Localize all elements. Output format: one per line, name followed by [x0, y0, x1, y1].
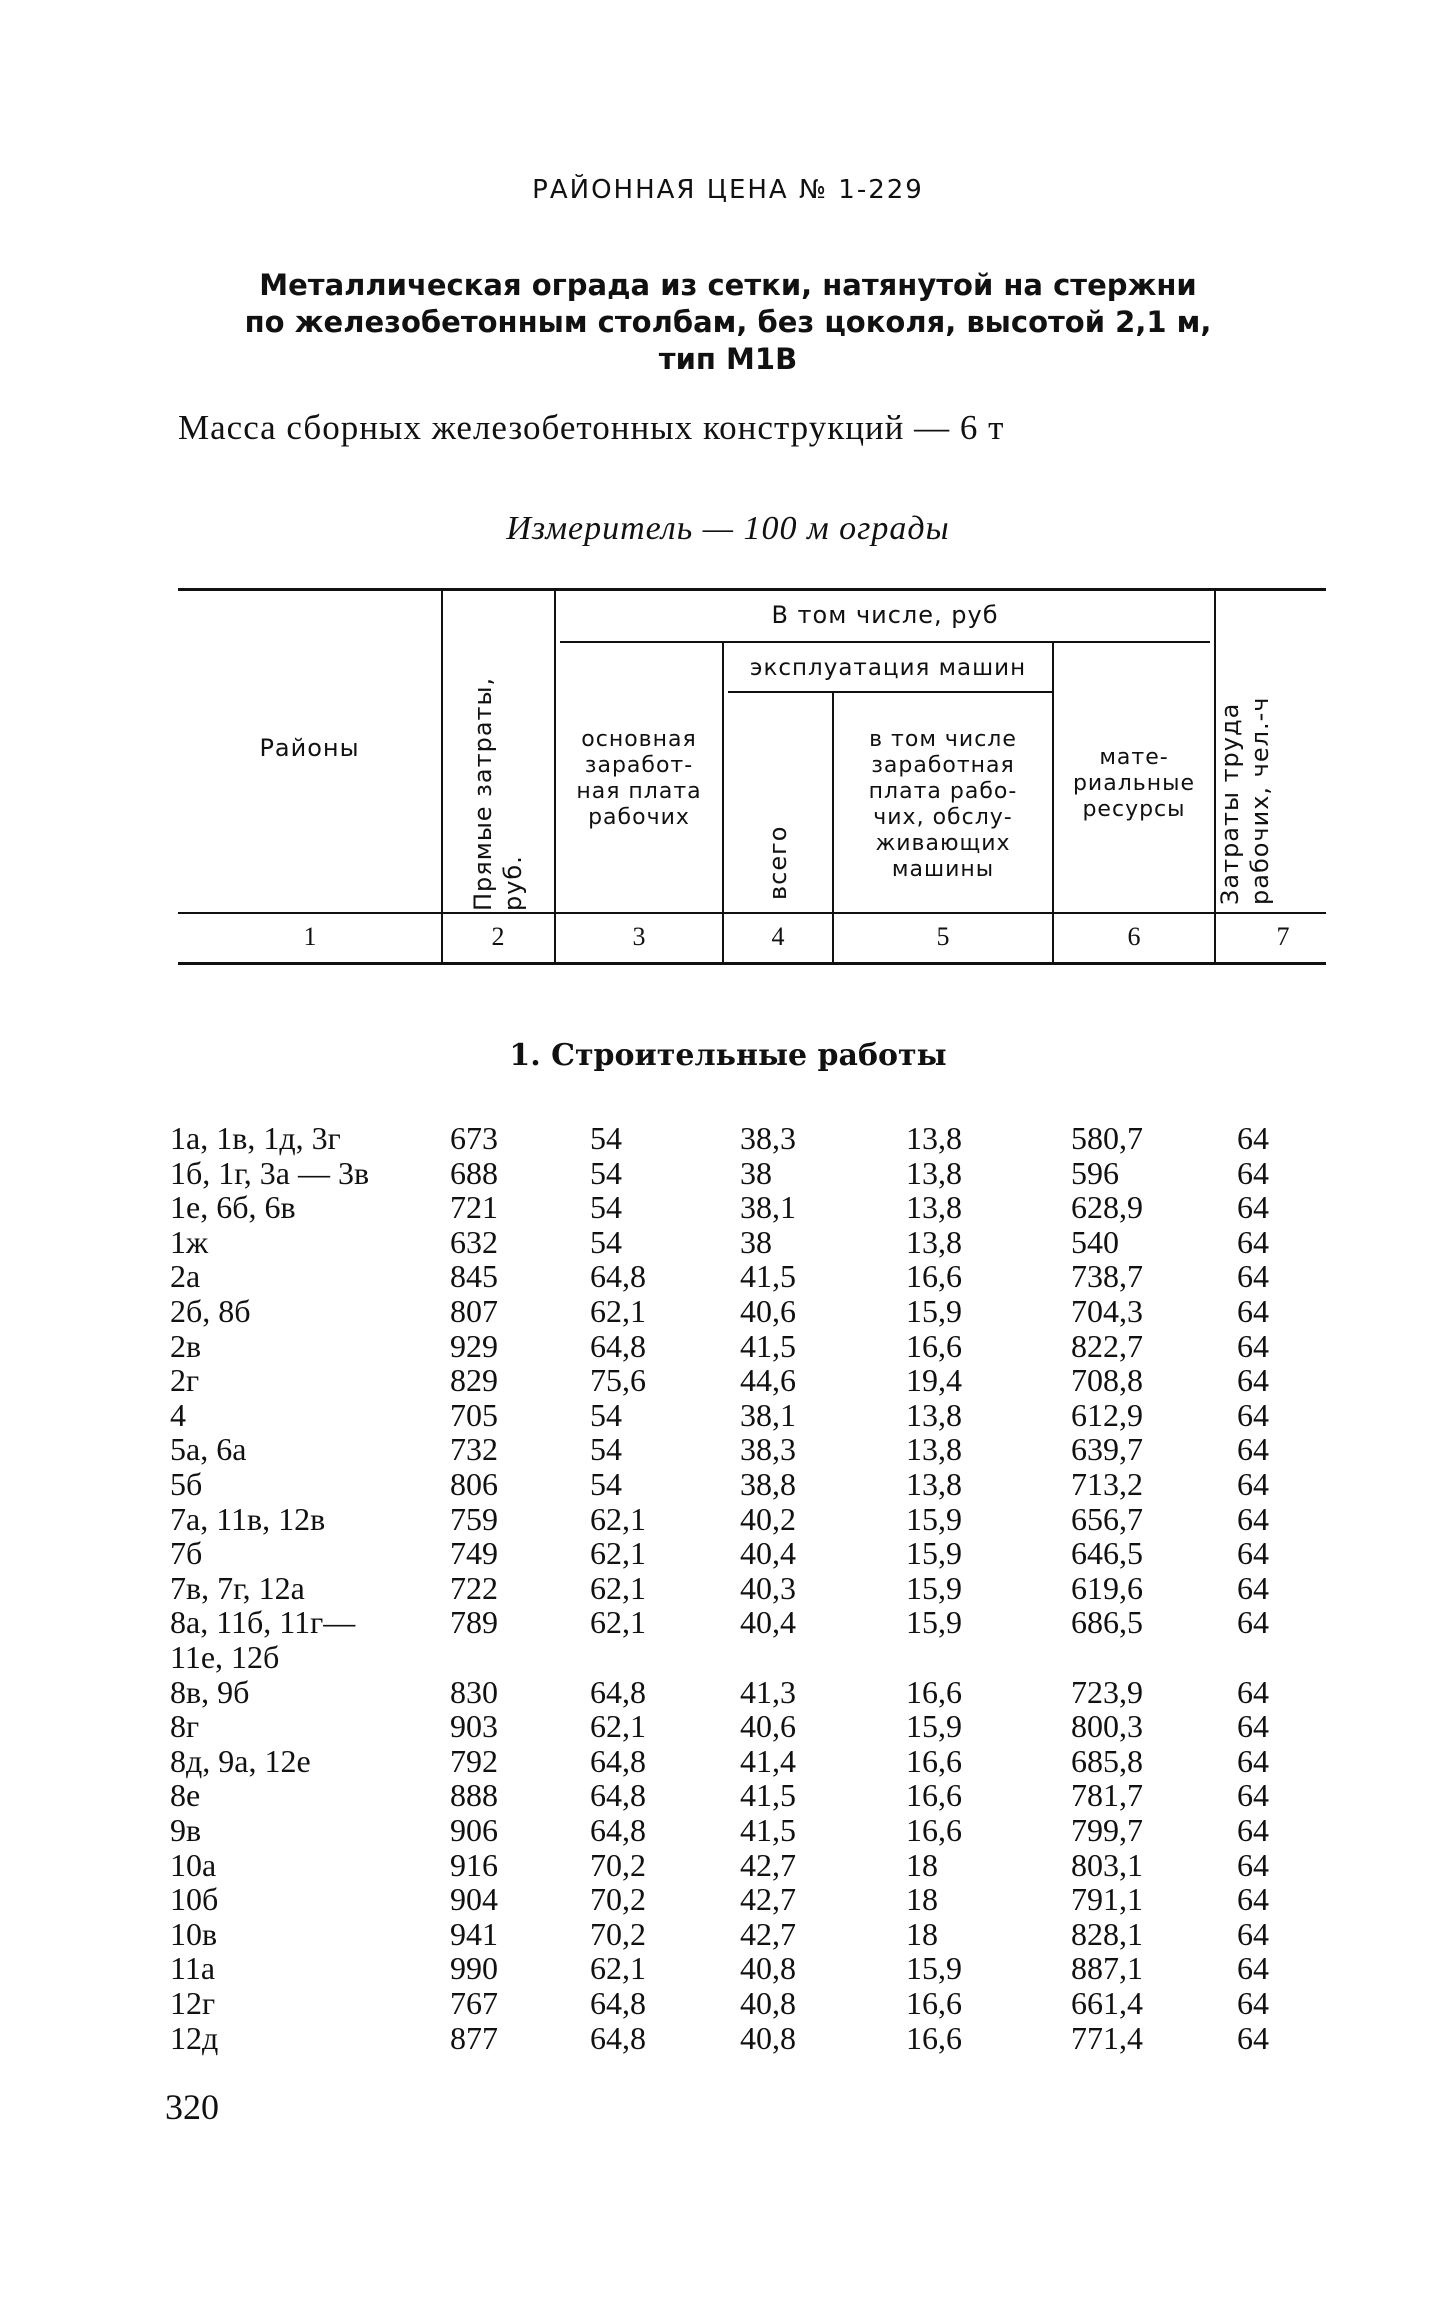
table-top-rule [178, 588, 1326, 591]
cell-direct-costs: 759 [450, 1500, 498, 1537]
cell-machine-wage: 16,6 [906, 1258, 962, 1295]
cell-machine-total: 42,7 [740, 1846, 796, 1883]
cell-labor: 64 [1237, 1120, 1269, 1156]
column-number: 1 [303, 922, 317, 951]
cell-materials: 791,1 [1071, 1881, 1143, 1918]
header-material-line: риальные [1072, 771, 1196, 796]
cell-basic-wage: 62,1 [590, 1604, 646, 1641]
column-number: 6 [1127, 922, 1141, 951]
header-machine-wage-line: живающих [875, 831, 1011, 856]
cell-basic-wage: 54 [590, 1431, 622, 1468]
cell-direct-costs: 721 [450, 1189, 498, 1226]
vline-1 [441, 590, 443, 962]
cell-machine-total: 41,5 [740, 1812, 796, 1848]
header-material-line: ресурсы [1082, 797, 1186, 822]
cell-materials: 781,7 [1071, 1777, 1143, 1814]
cell-region: 10а [170, 1846, 217, 1883]
cell-direct-costs: 929 [450, 1327, 498, 1364]
cell-labor: 64 [1237, 1673, 1269, 1710]
cell-machine-wage: 15,9 [906, 1535, 962, 1572]
cell-region: 4 [170, 1396, 186, 1433]
cell-materials: 887,1 [1071, 1950, 1143, 1987]
cell-region: 1е, 6б, 6в [170, 1189, 296, 1226]
cell-region: 11а [170, 1950, 216, 1987]
table-row [0, 1951, 1456, 1986]
cell-machine-wage: 15,9 [906, 1500, 962, 1537]
cell-machine-total: 42,7 [740, 1915, 796, 1952]
cell-machine-total: 38,3 [740, 1431, 796, 1468]
cell-machine-wage: 15,9 [906, 1950, 962, 1987]
header-group: В том числе, руб [771, 601, 999, 629]
table-row [0, 1294, 1456, 1329]
cell-direct-costs: 792 [450, 1742, 498, 1779]
cell-machine-wage: 16,6 [906, 1812, 962, 1848]
measure-note: Измеритель — 100 м ограды [506, 510, 950, 547]
cell-direct-costs: 807 [450, 1293, 498, 1329]
cell-materials: 619,6 [1071, 1569, 1143, 1606]
header-total: всего [764, 825, 792, 900]
cell-machine-total: 40,4 [740, 1535, 796, 1572]
cell-machine-total: 40,6 [740, 1293, 796, 1329]
cell-labor: 64 [1237, 1812, 1269, 1848]
column-number: 3 [632, 922, 646, 951]
cell-materials: 686,5 [1071, 1604, 1143, 1641]
cell-machine-wage: 16,6 [906, 1673, 962, 1710]
cell-labor: 64 [1237, 1846, 1269, 1883]
header-basic-wage-line: заработ- [584, 753, 694, 778]
cell-labor: 64 [1237, 1327, 1269, 1364]
cell-machine-wage: 13,8 [906, 1154, 962, 1191]
vline-3 [722, 643, 724, 962]
header-regions: Районы [259, 734, 360, 762]
table-row [0, 1121, 1456, 1156]
cell-region: 5а, 6а [170, 1431, 247, 1468]
section-title: 1. Строительные работы [509, 1038, 947, 1073]
cell-machine-total: 40,6 [740, 1708, 796, 1745]
cell-machine-wage: 13,8 [906, 1120, 962, 1156]
table-row [0, 1848, 1456, 1883]
cell-machine-wage: 15,9 [906, 1604, 962, 1641]
cell-materials: 661,4 [1071, 1985, 1143, 2021]
table-row [0, 1778, 1456, 1813]
cell-direct-costs: 990 [450, 1950, 498, 1987]
cell-direct-costs: 830 [450, 1673, 498, 1710]
cell-basic-wage: 62,1 [590, 1500, 646, 1537]
cell-region: 1ж [170, 1223, 209, 1260]
cell-basic-wage: 70,2 [590, 1846, 646, 1883]
table-numbers-bottom-rule [178, 962, 1326, 965]
cell-region: 2г [170, 1362, 200, 1399]
cell-region: 8д, 9а, 12е [170, 1742, 311, 1779]
cell-region: 9в [170, 1812, 202, 1848]
cell-machine-total: 40,3 [740, 1569, 796, 1606]
cell-labor: 64 [1237, 1223, 1269, 1260]
cell-machine-total: 40,8 [740, 1950, 796, 1987]
cell-machine-total: 40,8 [740, 2019, 796, 2056]
cell-materials: 828,1 [1071, 1915, 1143, 1952]
cell-region: 2в [170, 1327, 202, 1364]
cell-machine-total: 44,6 [740, 1362, 796, 1399]
cell-region: 1б, 1г, 3а — 3в [170, 1154, 370, 1191]
cell-region: 7в, 7г, 12а [170, 1569, 305, 1606]
cell-machine-wage: 15,9 [906, 1569, 962, 1606]
header-basic-wage-line: рабочих [588, 805, 690, 830]
cell-basic-wage: 54 [590, 1466, 622, 1502]
cell-machine-wage: 15,9 [906, 1293, 962, 1329]
cell-machine-wage: 16,6 [906, 1327, 962, 1364]
cell-direct-costs: 829 [450, 1362, 498, 1399]
table-row [0, 1502, 1456, 1537]
cell-basic-wage: 64,8 [590, 1812, 646, 1848]
cell-region: 12д [170, 2019, 219, 2056]
cell-labor: 64 [1237, 1535, 1269, 1572]
cell-region: 7а, 11в, 12в [170, 1500, 326, 1537]
table-row [0, 1675, 1456, 1710]
cell-machine-wage: 13,8 [906, 1466, 962, 1502]
cell-labor: 64 [1237, 1777, 1269, 1814]
cell-materials: 639,7 [1071, 1431, 1143, 1468]
cell-region: 8а, 11б, 11г— [170, 1604, 356, 1641]
cell-basic-wage: 62,1 [590, 1950, 646, 1987]
cell-machine-wage: 18 [906, 1881, 938, 1918]
cell-machine-total: 41,5 [740, 1258, 796, 1295]
cell-basic-wage: 64,8 [590, 1985, 646, 2021]
subgroup-underline [728, 691, 1054, 693]
cell-basic-wage: 54 [590, 1120, 622, 1156]
cell-basic-wage: 54 [590, 1189, 622, 1226]
cell-direct-costs: 705 [450, 1396, 498, 1433]
cell-materials: 723,9 [1071, 1673, 1143, 1710]
cell-region: 8е [170, 1777, 201, 1814]
cell-region: 7б [170, 1535, 203, 1572]
table-row-continuation [0, 1640, 1456, 1675]
cell-machine-wage: 13,8 [906, 1223, 962, 1260]
cell-labor: 64 [1237, 1189, 1269, 1226]
cell-labor: 64 [1237, 1500, 1269, 1537]
cell-region: 11е, 12б [170, 1639, 280, 1675]
cell-labor: 64 [1237, 1396, 1269, 1433]
cell-basic-wage: 64,8 [590, 1673, 646, 1710]
cell-machine-total: 38,1 [740, 1189, 796, 1226]
table-row [0, 2021, 1456, 2056]
cell-direct-costs: 806 [450, 1466, 498, 1502]
cell-machine-wage: 13,8 [906, 1396, 962, 1433]
cell-basic-wage: 70,2 [590, 1881, 646, 1918]
table-row [0, 1156, 1456, 1191]
table-row [0, 1225, 1456, 1260]
table-row [0, 1363, 1456, 1398]
cell-materials: 799,7 [1071, 1812, 1143, 1848]
cell-region: 2а [170, 1258, 201, 1295]
cell-materials: 580,7 [1071, 1120, 1143, 1156]
cell-basic-wage: 70,2 [590, 1915, 646, 1952]
cell-labor: 64 [1237, 1431, 1269, 1468]
cell-labor: 64 [1237, 2019, 1269, 2056]
table-row [0, 1917, 1456, 1952]
cell-machine-wage: 18 [906, 1915, 938, 1952]
cell-region: 8в, 9б [170, 1673, 250, 1710]
cell-materials: 540 [1071, 1223, 1119, 1260]
group-underline [560, 641, 1210, 643]
cell-basic-wage: 64,8 [590, 1777, 646, 1814]
cell-materials: 596 [1071, 1154, 1119, 1191]
mass-note: Масса сборных железобетонных конструкций — 6 т [178, 408, 1005, 447]
cell-materials: 803,1 [1071, 1846, 1143, 1883]
cell-materials: 704,3 [1071, 1293, 1143, 1329]
cell-basic-wage: 54 [590, 1396, 622, 1433]
cell-labor: 64 [1237, 1915, 1269, 1952]
cell-direct-costs: 732 [450, 1431, 498, 1468]
subtitle-line-1: Металлическая ограда из сетки, натянутой на стержни [259, 268, 1197, 302]
table-row [0, 1744, 1456, 1779]
cell-machine-wage: 16,6 [906, 1742, 962, 1779]
table-row [0, 1329, 1456, 1364]
cell-labor: 64 [1237, 1604, 1269, 1641]
cell-machine-total: 40,2 [740, 1500, 796, 1537]
table-row [0, 1259, 1456, 1294]
cell-machine-total: 38,3 [740, 1120, 796, 1156]
cell-machine-total: 38,1 [740, 1396, 796, 1433]
header-material-resources [1054, 745, 1214, 823]
header-labor-costs: Затраты труда рабочих, чел.-ч [1216, 696, 1274, 905]
header-machine-wage [834, 727, 1052, 883]
cell-machine-total: 40,4 [740, 1604, 796, 1641]
cell-machine-wage: 15,9 [906, 1708, 962, 1745]
cell-materials: 708,8 [1071, 1362, 1143, 1399]
column-number: 2 [491, 922, 505, 951]
cell-direct-costs: 789 [450, 1604, 498, 1641]
page-title: РАЙОННАЯ ЦЕНА № 1-229 [532, 175, 924, 205]
header-basic-wage [556, 727, 722, 831]
cell-region: 1а, 1в, 1д, 3г [170, 1120, 341, 1156]
cell-basic-wage: 75,6 [590, 1362, 646, 1399]
cell-direct-costs: 632 [450, 1223, 498, 1260]
cell-machine-wage: 19,4 [906, 1362, 962, 1399]
cell-direct-costs: 673 [450, 1120, 498, 1156]
table-row [0, 1432, 1456, 1467]
column-number: 7 [1276, 922, 1290, 951]
cell-materials: 646,5 [1071, 1535, 1143, 1572]
cell-region: 2б, 8б [170, 1293, 251, 1329]
cell-direct-costs: 888 [450, 1777, 498, 1814]
table-row [0, 1709, 1456, 1744]
cell-materials: 685,8 [1071, 1742, 1143, 1779]
cell-machine-wage: 16,6 [906, 1985, 962, 2021]
cell-machine-total: 38 [740, 1154, 772, 1191]
cell-direct-costs: 845 [450, 1258, 498, 1295]
table-header-bottom-rule [178, 912, 1326, 914]
cell-materials: 771,4 [1071, 2019, 1143, 2056]
cell-machine-total: 38,8 [740, 1466, 796, 1502]
cell-materials: 713,2 [1071, 1466, 1143, 1502]
cell-machine-wage: 16,6 [906, 2019, 962, 2056]
cell-machine-total: 41,5 [740, 1777, 796, 1814]
cell-basic-wage: 54 [590, 1154, 622, 1191]
table-row [0, 1605, 1456, 1640]
cell-labor: 64 [1237, 1362, 1269, 1399]
cell-direct-costs: 749 [450, 1535, 498, 1572]
table-row [0, 1986, 1456, 2021]
cell-machine-total: 41,5 [740, 1327, 796, 1364]
column-number: 5 [936, 922, 950, 951]
header-direct-costs: Прямые затраты, руб. [469, 676, 527, 911]
cell-region: 10б [170, 1881, 219, 1918]
table-row [0, 1813, 1456, 1848]
column-number: 4 [771, 922, 785, 951]
cell-direct-costs: 904 [450, 1881, 498, 1918]
header-machine-wage-line: плата рабо- [868, 779, 1018, 804]
cell-labor: 64 [1237, 1985, 1269, 2021]
cell-materials: 656,7 [1071, 1500, 1143, 1537]
table-row [0, 1398, 1456, 1433]
header-machine-wage-line: заработная [871, 753, 1015, 778]
cell-direct-costs: 941 [450, 1915, 498, 1952]
cell-basic-wage: 64,8 [590, 2019, 646, 2056]
cell-basic-wage: 64,8 [590, 1327, 646, 1364]
header-machine-wage-line: машины [891, 857, 995, 882]
cell-direct-costs: 903 [450, 1708, 498, 1745]
cell-materials: 822,7 [1071, 1327, 1143, 1364]
subtitle-line-2: по железобетонным столбам, без цоколя, высотой 2,1 м, [244, 305, 1212, 339]
cell-basic-wage: 62,1 [590, 1535, 646, 1572]
cell-region: 5б [170, 1466, 203, 1502]
cell-basic-wage: 62,1 [590, 1293, 646, 1329]
table-row [0, 1536, 1456, 1571]
cell-machine-total: 41,4 [740, 1742, 796, 1779]
table-row [0, 1467, 1456, 1502]
cell-direct-costs: 877 [450, 2019, 498, 2056]
header-machine-wage-line: чих, обслу- [873, 805, 1013, 830]
cell-machine-wage: 18 [906, 1846, 938, 1883]
cell-labor: 64 [1237, 1466, 1269, 1502]
cell-machine-total: 42,7 [740, 1881, 796, 1918]
cell-machine-total: 41,3 [740, 1673, 796, 1710]
cell-direct-costs: 916 [450, 1846, 498, 1883]
cell-materials: 612,9 [1071, 1396, 1143, 1433]
cell-machine-total: 40,8 [740, 1985, 796, 2021]
header-basic-wage-line: основная [581, 727, 697, 752]
cell-basic-wage: 54 [590, 1223, 622, 1260]
header-material-line: мате- [1099, 745, 1169, 770]
cell-region: 12г [170, 1985, 216, 2021]
cell-labor: 64 [1237, 1742, 1269, 1779]
cell-materials: 738,7 [1071, 1258, 1143, 1295]
cell-labor: 64 [1237, 1881, 1269, 1918]
page-number: 320 [165, 2087, 219, 2127]
cell-labor: 64 [1237, 1950, 1269, 1987]
cell-materials: 628,9 [1071, 1189, 1143, 1226]
cell-machine-total: 38 [740, 1223, 772, 1260]
cell-direct-costs: 767 [450, 1985, 498, 2021]
cell-region: 8г [170, 1708, 200, 1745]
header-machine-wage-line: в том числе [869, 727, 1017, 752]
cell-direct-costs: 906 [450, 1812, 498, 1848]
cell-region: 10в [170, 1915, 218, 1952]
cell-basic-wage: 64,8 [590, 1258, 646, 1295]
cell-basic-wage: 62,1 [590, 1708, 646, 1745]
subtitle-line-3: тип М1В [658, 342, 798, 376]
cell-basic-wage: 62,1 [590, 1569, 646, 1606]
cell-labor: 64 [1237, 1293, 1269, 1329]
cell-labor: 64 [1237, 1258, 1269, 1295]
table-row [0, 1571, 1456, 1606]
table-row [0, 1882, 1456, 1917]
table-row [0, 1190, 1456, 1225]
cell-direct-costs: 722 [450, 1569, 498, 1606]
cell-materials: 800,3 [1071, 1708, 1143, 1745]
cell-labor: 64 [1237, 1569, 1269, 1606]
cell-machine-wage: 13,8 [906, 1431, 962, 1468]
cell-basic-wage: 64,8 [590, 1742, 646, 1779]
cell-machine-wage: 16,6 [906, 1777, 962, 1814]
cell-machine-wage: 13,8 [906, 1189, 962, 1226]
cell-labor: 64 [1237, 1708, 1269, 1745]
header-basic-wage-line: ная плата [576, 779, 702, 804]
header-machine-operation: эксплуатация машин [749, 655, 1027, 681]
cell-labor: 64 [1237, 1154, 1269, 1191]
cell-direct-costs: 688 [450, 1154, 498, 1191]
